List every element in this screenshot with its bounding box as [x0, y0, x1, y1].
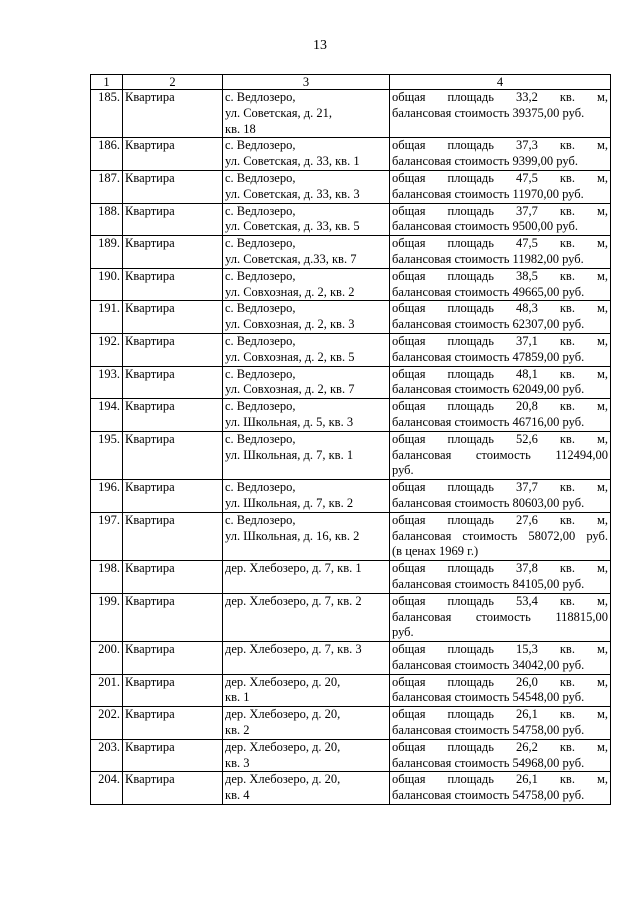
word: кв.: [559, 707, 575, 722]
word: м,: [596, 561, 608, 576]
row-number-cell: 192.: [91, 333, 123, 366]
address-cell: [223, 707, 390, 740]
description-line: [392, 594, 608, 610]
row-number-cell: 204.: [91, 772, 123, 805]
description-line: [392, 138, 608, 154]
word: руб.: [586, 528, 608, 543]
table-row: [91, 561, 611, 594]
word: 37,7: [515, 203, 538, 218]
address-line: с. Ведлозеро,: [225, 138, 296, 153]
word: площадь: [447, 236, 494, 251]
word: 47,5: [515, 170, 538, 185]
address-line: с. Ведлозеро,: [225, 480, 296, 495]
description-line: [392, 707, 608, 723]
address-line: с. Ведлозеро,: [225, 399, 296, 414]
word: 118815,00: [555, 609, 608, 624]
address-cell: [223, 674, 390, 707]
property-type-cell: Квартира: [123, 480, 223, 513]
address-cell: [223, 561, 390, 594]
word: м,: [596, 739, 608, 754]
word: 48,1: [515, 366, 538, 381]
table-row: [91, 170, 611, 203]
row-number-cell: 195.: [91, 431, 123, 479]
address-line: ул. Совхозная, д. 2, кв. 5: [225, 349, 355, 364]
word: площадь: [447, 366, 494, 381]
description-cell: [390, 268, 611, 301]
word: кв.: [559, 236, 575, 251]
word: кв.: [559, 480, 575, 495]
property-type-cell: Квартира: [123, 366, 223, 399]
row-number-cell: 201.: [91, 674, 123, 707]
row-number-cell: 185.: [91, 90, 123, 138]
address-line: дер. Хлебозеро, д. 20,: [225, 707, 341, 722]
address-line: с. Ведлозеро,: [225, 333, 296, 348]
description-cell: [390, 399, 611, 432]
property-type-cell: Квартира: [123, 236, 223, 269]
word: стоимость: [462, 528, 518, 543]
word: стоимость: [475, 447, 531, 462]
word: общая: [392, 739, 426, 754]
table-row: [91, 739, 611, 772]
word: м,: [596, 480, 608, 495]
word: площадь: [447, 301, 494, 316]
address-cell: [223, 739, 390, 772]
description-line: [392, 480, 608, 496]
word: 52,6: [515, 431, 538, 446]
address-line: дер. Хлебозеро, д. 7, кв. 1: [225, 561, 362, 576]
word: 47,5: [515, 236, 538, 251]
description-line: балансовая стоимость 62307,00 руб.: [392, 317, 585, 332]
table-row: [91, 203, 611, 236]
description-line: балансовая стоимость 9399,00 руб.: [392, 154, 578, 169]
word: кв.: [559, 301, 575, 316]
table-row: [91, 707, 611, 740]
word: площадь: [447, 90, 494, 104]
description-line: [392, 448, 608, 464]
row-number-cell: 198.: [91, 561, 123, 594]
word: м,: [596, 90, 608, 104]
address-line: дер. Хлебозеро, д. 20,: [225, 772, 341, 787]
word: балансовая: [392, 447, 452, 462]
word: кв.: [559, 366, 575, 381]
word: кв.: [559, 739, 575, 754]
row-number-cell: 186.: [91, 138, 123, 171]
description-cell: [390, 333, 611, 366]
word: кв.: [559, 138, 575, 153]
description-line: [392, 610, 608, 626]
table-row: [91, 333, 611, 366]
property-type-cell: Квартира: [123, 561, 223, 594]
description-line: [392, 334, 608, 350]
description-cell: [390, 236, 611, 269]
address-cell: [223, 366, 390, 399]
description-line: [392, 269, 608, 285]
word: общая: [392, 366, 426, 381]
description-cell: [390, 593, 611, 641]
word: площадь: [447, 480, 494, 495]
word: общая: [392, 772, 426, 787]
description-line: балансовая стоимость 49665,00 руб.: [392, 284, 585, 299]
property-type-cell: Квартира: [123, 170, 223, 203]
word: кв.: [559, 170, 575, 185]
description-cell: [390, 707, 611, 740]
word: 38,5: [515, 268, 538, 283]
word: балансовая: [392, 528, 452, 543]
table-row: [91, 399, 611, 432]
address-line: с. Ведлозеро,: [225, 512, 296, 527]
word: м,: [596, 203, 608, 218]
word: площадь: [447, 203, 494, 218]
description-cell: [390, 772, 611, 805]
word: м,: [596, 674, 608, 689]
word: кв.: [559, 674, 575, 689]
word: площадь: [447, 707, 494, 722]
description-line: [392, 236, 608, 252]
address-line: кв. 3: [225, 755, 250, 770]
row-number-cell: 194.: [91, 399, 123, 432]
property-type-cell: Квартира: [123, 268, 223, 301]
address-line: кв. 18: [225, 121, 256, 136]
description-line: балансовая стоимость 39375,00 руб.: [392, 105, 585, 120]
property-type-cell: Квартира: [123, 431, 223, 479]
address-cell: [223, 333, 390, 366]
word: 53,4: [515, 593, 538, 608]
property-table: [90, 74, 611, 805]
address-cell: [223, 642, 390, 675]
word: общая: [392, 333, 426, 348]
word: площадь: [447, 333, 494, 348]
address-line: с. Ведлозеро,: [225, 268, 296, 283]
word: кв.: [559, 642, 575, 657]
word: м,: [596, 512, 608, 527]
description-line: балансовая стоимость 54968,00 руб.: [392, 755, 585, 770]
address-line: ул. Школьная, д. 7, кв. 2: [225, 495, 354, 510]
description-line: [392, 740, 608, 756]
description-line: балансовая стоимость 84105,00 руб.: [392, 576, 585, 591]
word: м,: [596, 236, 608, 251]
address-line: ул. Советская, д. 33, кв. 3: [225, 186, 360, 201]
header-cell: 4: [390, 75, 611, 90]
word: м,: [596, 268, 608, 283]
description-line: [392, 642, 608, 658]
word: 20,8: [515, 399, 538, 414]
word: общая: [392, 512, 426, 527]
address-cell: [223, 268, 390, 301]
description-line: [392, 367, 608, 383]
address-line: ул. Совхозная, д. 2, кв. 3: [225, 317, 355, 332]
word: общая: [392, 268, 426, 283]
description-line: балансовая стоимость 9500,00 руб.: [392, 219, 578, 234]
word: площадь: [447, 642, 494, 657]
table-row: [91, 90, 611, 138]
description-line: балансовая стоимость 47859,00 руб.: [392, 349, 585, 364]
word: 112494,00: [555, 447, 608, 462]
row-number-cell: 199.: [91, 593, 123, 641]
property-type-cell: Квартира: [123, 707, 223, 740]
word: площадь: [447, 674, 494, 689]
word: площадь: [447, 138, 494, 153]
word: общая: [392, 431, 426, 446]
address-line: ул. Совхозная, д. 2, кв. 2: [225, 284, 355, 299]
address-line: с. Ведлозеро,: [225, 203, 296, 218]
word: площадь: [447, 561, 494, 576]
row-number-cell: 190.: [91, 268, 123, 301]
word: балансовая: [392, 609, 452, 624]
description-line: балансовая стоимость 54548,00 руб.: [392, 690, 585, 705]
description-line: балансовая стоимость 11970,00 руб.: [392, 186, 584, 201]
address-line: с. Ведлозеро,: [225, 431, 296, 446]
description-line: [392, 513, 608, 529]
address-line: ул. Школьная, д. 16, кв. 2: [225, 528, 360, 543]
property-type-cell: Квартира: [123, 399, 223, 432]
row-number-cell: 188.: [91, 203, 123, 236]
row-number-cell: 203.: [91, 739, 123, 772]
word: 58072,00: [528, 528, 576, 543]
row-number-cell: 193.: [91, 366, 123, 399]
address-cell: [223, 399, 390, 432]
table-row: [91, 512, 611, 560]
word: м,: [596, 399, 608, 414]
description-line: [392, 772, 608, 788]
description-cell: [390, 480, 611, 513]
description-cell: [390, 301, 611, 334]
address-cell: [223, 138, 390, 171]
description-cell: [390, 674, 611, 707]
word: кв.: [559, 772, 575, 787]
address-cell: [223, 203, 390, 236]
property-type-cell: Квартира: [123, 674, 223, 707]
word: общая: [392, 593, 426, 608]
address-cell: [223, 593, 390, 641]
word: кв.: [559, 333, 575, 348]
table-row: [91, 593, 611, 641]
description-line: (в ценах 1969 г.): [392, 544, 479, 559]
word: 26,1: [515, 772, 538, 787]
description-cell: [390, 561, 611, 594]
word: общая: [392, 301, 426, 316]
word: общая: [392, 707, 426, 722]
row-number-cell: 197.: [91, 512, 123, 560]
address-cell: [223, 431, 390, 479]
address-cell: [223, 301, 390, 334]
description-line: [392, 675, 608, 691]
description-line: [392, 529, 608, 545]
word: м,: [596, 772, 608, 787]
word: общая: [392, 674, 426, 689]
table-row: [91, 138, 611, 171]
description-line: руб.: [392, 625, 414, 640]
table-row: [91, 480, 611, 513]
description-line: [392, 171, 608, 187]
word: площадь: [447, 399, 494, 414]
address-line: кв. 2: [225, 723, 250, 738]
property-type-cell: Квартира: [123, 138, 223, 171]
description-cell: [390, 90, 611, 138]
property-type-cell: Квартира: [123, 772, 223, 805]
address-cell: [223, 170, 390, 203]
row-number-cell: 200.: [91, 642, 123, 675]
address-line: дер. Хлебозеро, д. 7, кв. 2: [225, 593, 362, 608]
property-type-cell: Квартира: [123, 90, 223, 138]
address-cell: [223, 512, 390, 560]
header-cell: 3: [223, 75, 390, 90]
address-line: кв. 1: [225, 690, 250, 705]
word: 37,3: [515, 138, 538, 153]
description-line: [392, 204, 608, 220]
row-number-cell: 191.: [91, 301, 123, 334]
description-cell: [390, 642, 611, 675]
property-type-cell: Квартира: [123, 301, 223, 334]
word: м,: [596, 333, 608, 348]
description-line: [392, 399, 608, 415]
header-cell: 1: [91, 75, 123, 90]
address-line: дер. Хлебозеро, д. 20,: [225, 674, 341, 689]
property-type-cell: Квартира: [123, 739, 223, 772]
description-cell: [390, 512, 611, 560]
word: 26,2: [515, 739, 538, 754]
word: кв.: [559, 512, 575, 527]
table-row: [91, 236, 611, 269]
word: стоимость: [475, 609, 531, 624]
description-line: руб.: [392, 463, 414, 478]
word: 26,1: [515, 707, 538, 722]
table-row: [91, 431, 611, 479]
word: 26,0: [515, 674, 538, 689]
property-type-cell: Квартира: [123, 593, 223, 641]
word: 48,3: [515, 301, 538, 316]
word: площадь: [447, 170, 494, 185]
word: общая: [392, 399, 426, 414]
address-line: с. Ведлозеро,: [225, 301, 296, 316]
word: общая: [392, 236, 426, 251]
word: кв.: [559, 90, 575, 104]
word: м,: [596, 366, 608, 381]
page-number: 13: [313, 38, 327, 53]
address-line: ул. Совхозная, д. 2, кв. 7: [225, 382, 355, 397]
address-line: с. Ведлозеро,: [225, 236, 296, 251]
word: кв.: [559, 399, 575, 414]
description-cell: [390, 170, 611, 203]
address-line: кв. 4: [225, 788, 250, 803]
word: общая: [392, 138, 426, 153]
description-line: балансовая стоимость 34042,00 руб.: [392, 657, 585, 672]
property-type-cell: Квартира: [123, 203, 223, 236]
word: кв.: [559, 268, 575, 283]
table-row: [91, 366, 611, 399]
word: кв.: [559, 431, 575, 446]
table-row: [91, 268, 611, 301]
word: м,: [596, 138, 608, 153]
table-row: [91, 772, 611, 805]
description-line: балансовая стоимость 80603,00 руб.: [392, 495, 585, 510]
address-line: ул. Школьная, д. 7, кв. 1: [225, 447, 354, 462]
description-line: балансовая стоимость 46716,00 руб.: [392, 414, 585, 429]
description-line: балансовая стоимость 54758,00 руб.: [392, 788, 585, 803]
property-type-cell: Квартира: [123, 333, 223, 366]
word: 15,3: [515, 642, 538, 657]
table-row: [91, 301, 611, 334]
description-line: балансовая стоимость 62049,00 руб.: [392, 382, 585, 397]
description-line: балансовая стоимость 54758,00 руб.: [392, 723, 585, 738]
word: 33,2: [515, 90, 538, 104]
header-row: [91, 75, 611, 90]
table-row: [91, 642, 611, 675]
word: площадь: [447, 431, 494, 446]
address-line: с. Ведлозеро,: [225, 90, 296, 104]
address-line: дер. Хлебозеро, д. 20,: [225, 739, 341, 754]
description-line: балансовая стоимость 11982,00 руб.: [392, 251, 584, 266]
word: м,: [596, 707, 608, 722]
word: м,: [596, 593, 608, 608]
description-line: [392, 301, 608, 317]
address-line: ул. Советская, д.33, кв. 7: [225, 251, 357, 266]
word: площадь: [447, 593, 494, 608]
row-number-cell: 189.: [91, 236, 123, 269]
description-line: [392, 561, 608, 577]
table-row: [91, 674, 611, 707]
word: кв.: [559, 593, 575, 608]
word: общая: [392, 480, 426, 495]
word: 37,7: [515, 480, 538, 495]
address-cell: [223, 90, 390, 138]
word: кв.: [559, 561, 575, 576]
word: общая: [392, 170, 426, 185]
description-cell: [390, 203, 611, 236]
address-line: ул. Советская, д. 33, кв. 1: [225, 154, 360, 169]
word: м,: [596, 431, 608, 446]
address-line: с. Ведлозеро,: [225, 366, 296, 381]
word: общая: [392, 642, 426, 657]
word: м,: [596, 642, 608, 657]
word: 37,8: [515, 561, 538, 576]
word: площадь: [447, 772, 494, 787]
word: общая: [392, 90, 426, 104]
address-cell: [223, 772, 390, 805]
address-line: дер. Хлебозеро, д. 7, кв. 3: [225, 642, 362, 657]
word: общая: [392, 203, 426, 218]
word: кв.: [559, 203, 575, 218]
description-line: [392, 432, 608, 448]
address-line: ул. Школьная, д. 5, кв. 3: [225, 414, 354, 429]
row-number-cell: 187.: [91, 170, 123, 203]
address-line: ул. Советская, д. 33, кв. 5: [225, 219, 360, 234]
word: площадь: [447, 739, 494, 754]
description-cell: [390, 366, 611, 399]
address-line: ул. Советская, д. 21,: [225, 105, 332, 120]
address-cell: [223, 480, 390, 513]
header-cell: 2: [123, 75, 223, 90]
word: м,: [596, 170, 608, 185]
description-cell: [390, 138, 611, 171]
description-cell: [390, 431, 611, 479]
row-number-cell: 196.: [91, 480, 123, 513]
word: площадь: [447, 268, 494, 283]
word: общая: [392, 561, 426, 576]
property-type-cell: Квартира: [123, 642, 223, 675]
address-line: с. Ведлозеро,: [225, 170, 296, 185]
word: 37,1: [515, 333, 538, 348]
description-line: [392, 90, 608, 106]
word: 27,6: [515, 512, 538, 527]
word: площадь: [447, 512, 494, 527]
address-cell: [223, 236, 390, 269]
property-type-cell: Квартира: [123, 512, 223, 560]
row-number-cell: 202.: [91, 707, 123, 740]
word: м,: [596, 301, 608, 316]
description-cell: [390, 739, 611, 772]
